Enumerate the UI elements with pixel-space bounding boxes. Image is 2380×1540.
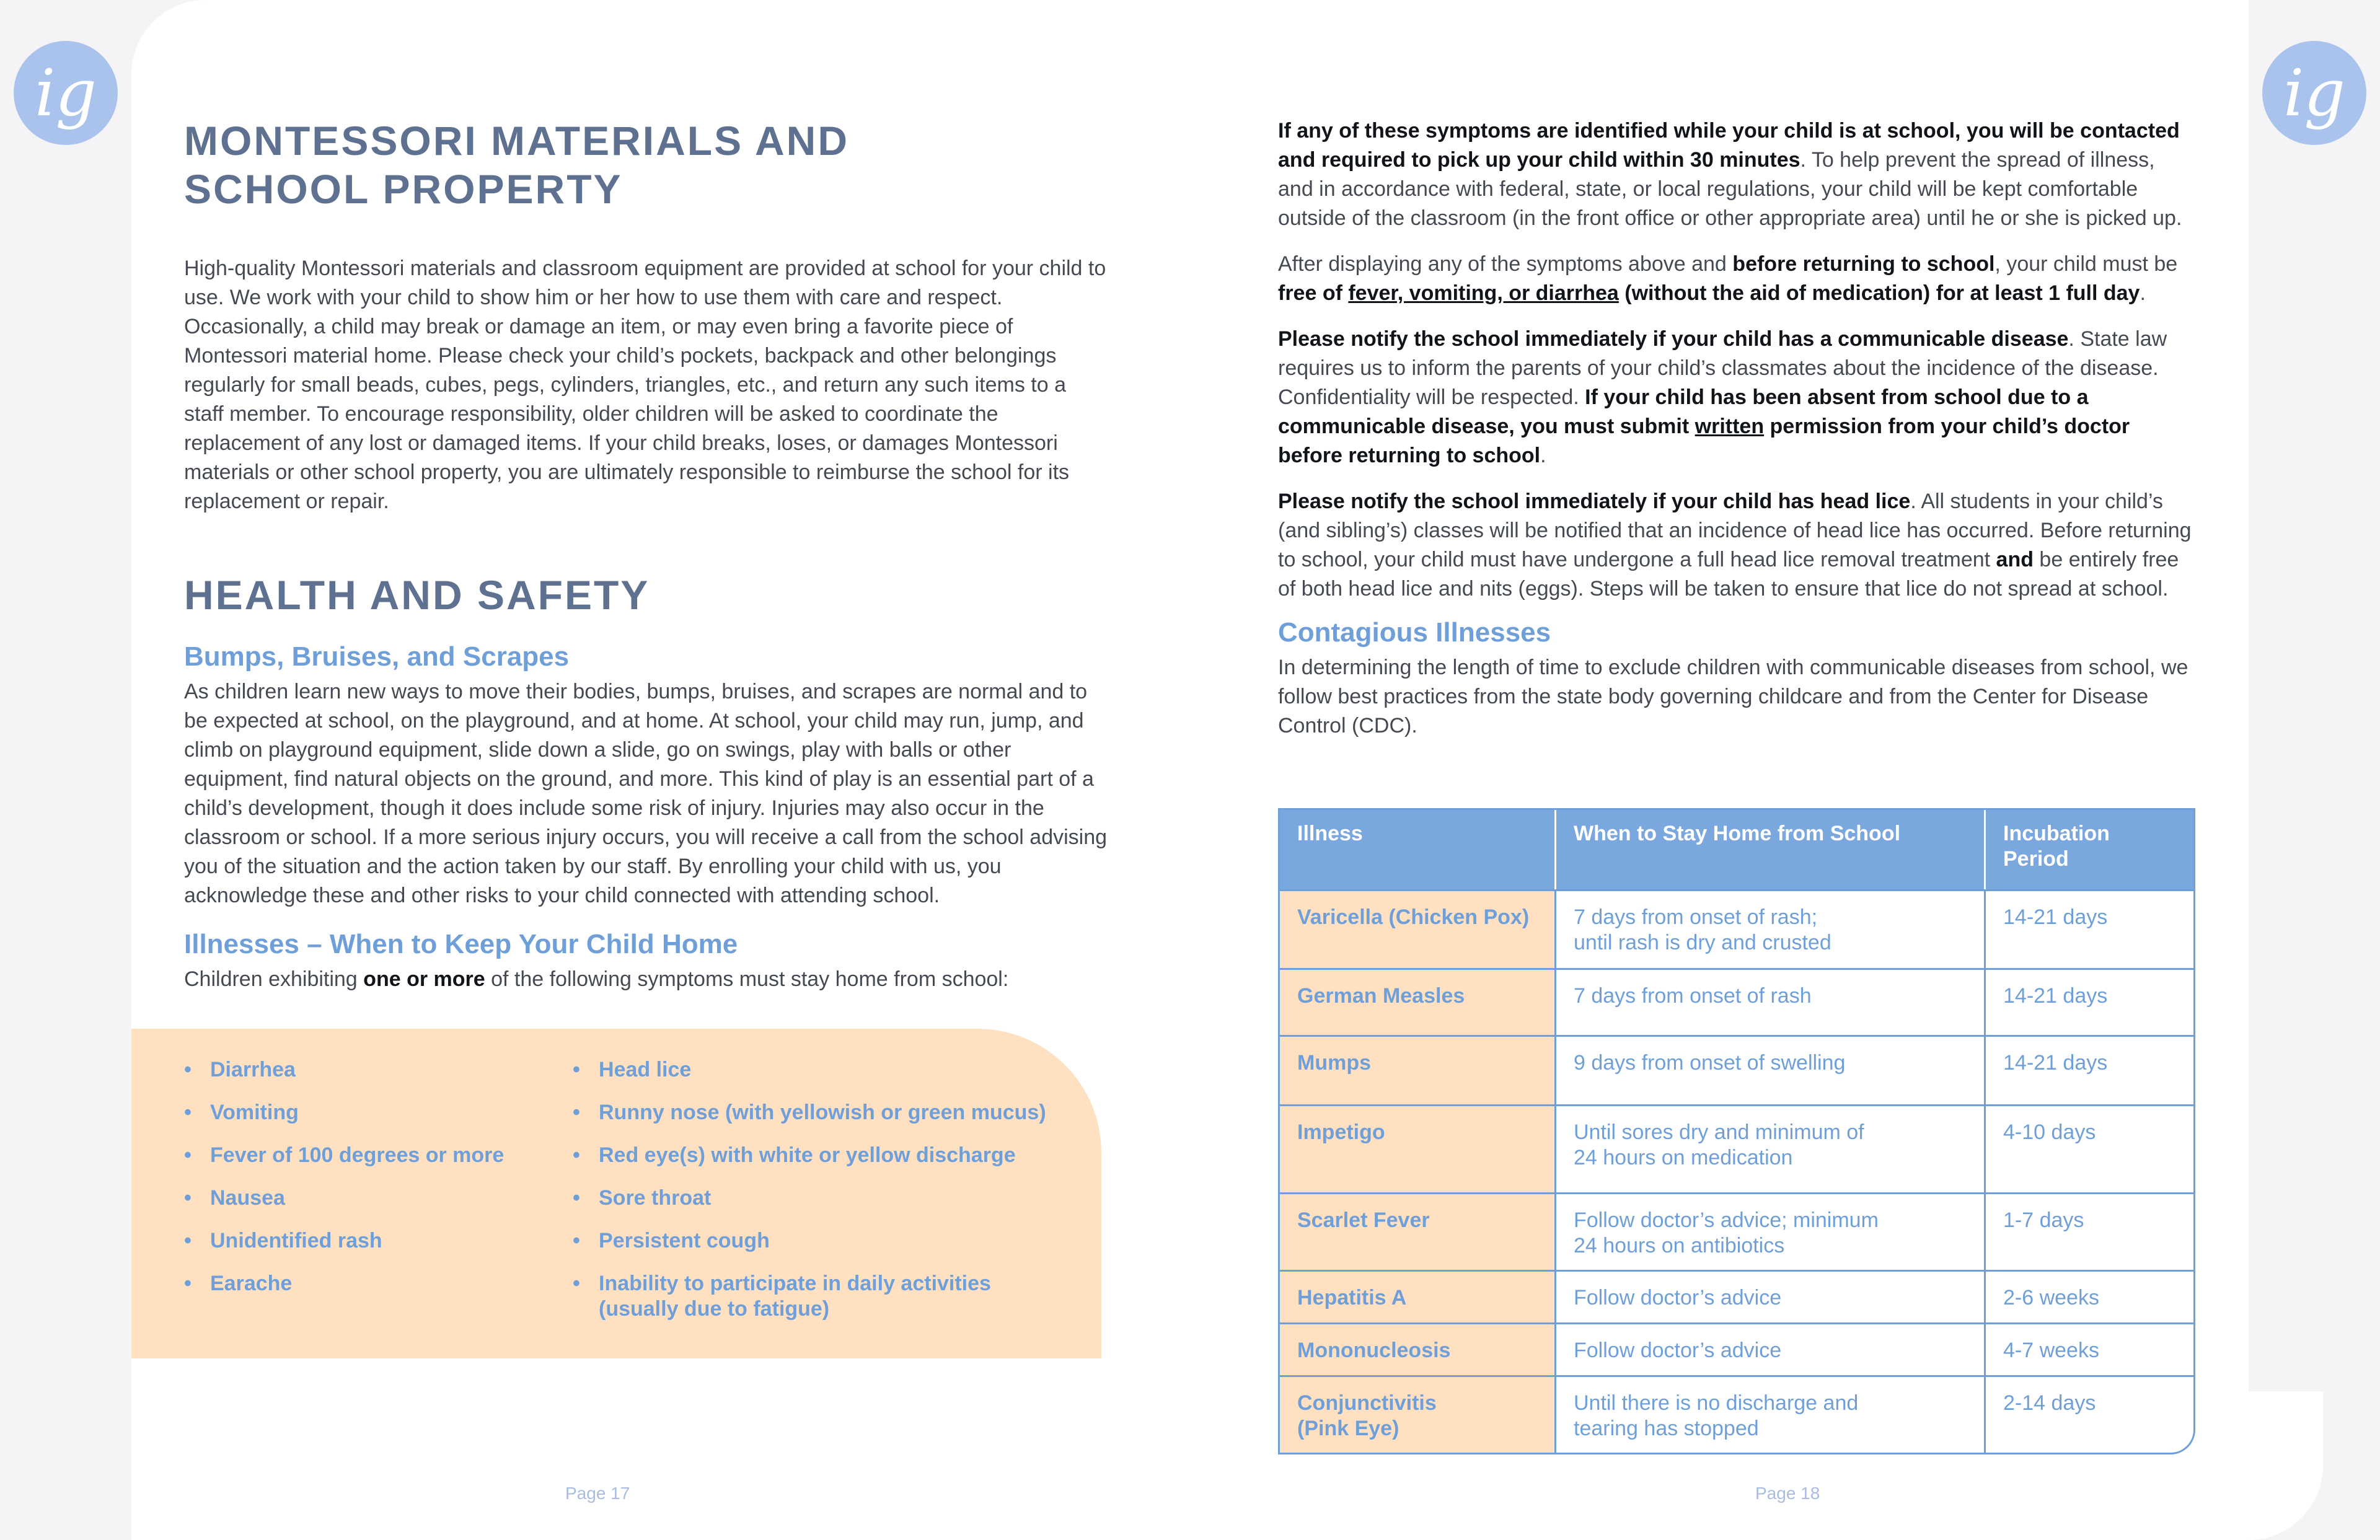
list-item: • Nausea — [184, 1186, 504, 1211]
cell-when: Follow doctor’s advice — [1556, 1324, 1986, 1375]
cell-incubation: 4-7 weeks — [2003, 1339, 2099, 1362]
cell-incubation: 2-14 days — [2003, 1391, 2096, 1415]
cell-when: 9 days from onset of swelling — [1556, 1037, 1986, 1104]
list-item: • Head lice — [573, 1057, 1093, 1083]
cell-when: Follow doctor’s advice — [1556, 1272, 1986, 1322]
cell-incubation: 1-7 days — [2003, 1208, 2084, 1232]
table-row — [1280, 1270, 2193, 1322]
communicable-paragraph: Please notify the school immediately if your child has a communicable disease. State law requires us to inform the parents of your child’s classmates about the incidence of the disease. Confidentiality will be respected. If your child has been absent from school due to a communicable disease, you must submit written permission from your child’s doctor before returning to school. — [1278, 327, 2167, 467]
cell-incubation: 14-21 days — [2003, 905, 2108, 929]
bumps-body: As children learn new ways to move their bodies, bumps, bruises, and scrapes are normal and to be expected at school, on the playground, and at home. At school, your child may run, jump, and climb on playground equipment, slide down a slide, go on swings, play with balls or other equipment, find natural objects on the ground, and more. This kind of play is an essential part of a child’s development, though it does include some risk of injury. Injuries may also occur in the classroom or school. If a more serious injury occurs, you will receive a call from the school advising you of the situation and the action taken by our staff. By enrolling your child with us, you acknowledge these and other risks to your child connected with attending school. — [184, 680, 1108, 907]
materials-body: High-quality Montessori materials and classroom equipment are provided at school for your child to use. We work with your child to show him or her how to use them with care and respect. Occasionally, a child may break or damage an item, or may even bring a favorite piece of Montessori material home. Please check your child’s pockets, backpack and other belongings regularly for small beads, cubes, pegs, cylinders, triangles, etc., and return any such items to a staff member. To encourage responsibility, older children will be asked to coordinate the replacement of any lost or damaged items. If your child breaks, loses, or damages Montessori materials or other school property, you are ultimately responsible to reimburse the school for its replacement or repair. — [184, 257, 1106, 513]
cell-incubation: 14-21 days — [2003, 1051, 2108, 1075]
table-row — [1280, 1192, 2193, 1270]
header-incubation: Incubation Period — [1986, 810, 2193, 889]
page-number-right: Page 18 — [1755, 1484, 1820, 1503]
table-row — [1280, 889, 2193, 968]
return-paragraph: After displaying any of the symptoms above and before returning to school, your child must be free of fever, vomiting, or diarrhea (without the aid of medication) for at least 1 full day. — [1278, 252, 2178, 305]
list-item: • Persistent cough — [573, 1228, 1093, 1254]
cell-incubation: 2-6 weeks — [2003, 1286, 2099, 1309]
cell-illness: Mumps — [1280, 1037, 1556, 1104]
list-item: • Sore throat — [573, 1186, 1093, 1211]
illnesses-heading: Illnesses – When to Keep Your Child Home — [184, 929, 738, 959]
cell-incubation: 14-21 days — [2003, 984, 2108, 1008]
page-edge-right — [2249, 0, 2380, 1540]
table-header-row — [1280, 810, 2193, 889]
illness-table — [1278, 808, 2195, 1454]
materials-heading: MONTESSORI MATERIALS AND SCHOOL PROPERTY — [184, 118, 849, 212]
cell-when: Until there is no discharge and tearing has stopped — [1556, 1377, 1986, 1453]
table-row — [1280, 1322, 2193, 1375]
list-item: • Runny nose (with yellowish or green mucus) — [573, 1100, 1093, 1125]
logo-icon: ig — [14, 41, 118, 145]
cell-illness: Varicella (Chicken Pox) — [1280, 891, 1556, 968]
header-illness: Illness — [1280, 810, 1556, 889]
list-item: • Earache — [184, 1271, 504, 1296]
right-page-content — [1278, 117, 2195, 741]
left-page-content — [184, 117, 1108, 994]
contagious-heading: Contagious Illnesses — [1278, 617, 1551, 648]
list-item: • Vomiting — [184, 1100, 504, 1125]
contagious-body: In determining the length of time to exclude children with communicable diseases from school, we follow best practices from the state body governing childcare and from the Center for Disease Control (CDC). — [1278, 656, 2188, 737]
illnesses-intro: Children exhibiting one or more of the following symptoms must stay home from school: — [184, 967, 1009, 991]
bumps-heading: Bumps, Bruises, and Scrapes — [184, 641, 570, 672]
health-heading: HEALTH AND SAFETY — [184, 572, 650, 618]
list-item: • Inability to participate in daily activities (usually due to fatigue) — [573, 1271, 1019, 1322]
cell-when: Follow doctor’s advice; minimum 24 hours on antibiotics — [1556, 1194, 1986, 1270]
cell-illness: German Measles — [1280, 970, 1556, 1035]
table-row — [1280, 1104, 2193, 1192]
cell-illness: Mononucleosis — [1280, 1324, 1556, 1375]
header-when: When to Stay Home from School — [1556, 810, 1986, 889]
page-number-left: Page 17 — [565, 1484, 630, 1503]
logo-icon: ig — [2262, 41, 2366, 145]
cell-when: 7 days from onset of rash — [1556, 970, 1986, 1035]
pickup-paragraph: If any of these symptoms are identified while your child is at school, you will be contacted and required to pick up your child within 30 minutes. To help prevent the spread of illness, and in accordance with federal, state, or local regulations, your child will be kept comfortable outside of the classroom (in the front office or other appropriate area) until he or she is picked up. — [1278, 119, 2182, 230]
list-item: • Unidentified rash — [184, 1228, 504, 1254]
cell-illness: Conjunctivitis (Pink Eye) — [1280, 1377, 1556, 1453]
table-row — [1280, 1375, 2193, 1453]
table-row — [1280, 968, 2193, 1035]
list-item: • Red eye(s) with white or yellow discharge — [573, 1143, 1093, 1168]
cell-illness: Impetigo — [1280, 1106, 1556, 1192]
symptoms-list-col2 — [573, 1057, 1093, 1339]
cell-when: Until sores dry and minimum of 24 hours on medication — [1556, 1106, 1986, 1192]
cell-incubation: 4-10 days — [2003, 1120, 2096, 1144]
head-lice-paragraph: Please notify the school immediately if your child has head lice. All students in your child’s (and sibling’s) classes will be notified that an incidence of head lice has occurred. Before returning to school, your child must have undergone a full head lice removal treatment and be entirely free of both head lice and nits (eggs). Steps will be taken to ensure that lice do not spread at school. — [1278, 490, 2192, 601]
table-row — [1280, 1035, 2193, 1104]
list-item: • Fever of 100 degrees or more — [184, 1143, 504, 1168]
cell-when: 7 days from onset of rash; until rash is dry and crusted — [1556, 891, 1986, 968]
cell-illness: Hepatitis A — [1280, 1272, 1556, 1322]
cell-illness: Scarlet Fever — [1280, 1194, 1556, 1270]
symptoms-list-col1 — [184, 1057, 504, 1314]
list-item: • Diarrhea — [184, 1057, 504, 1083]
